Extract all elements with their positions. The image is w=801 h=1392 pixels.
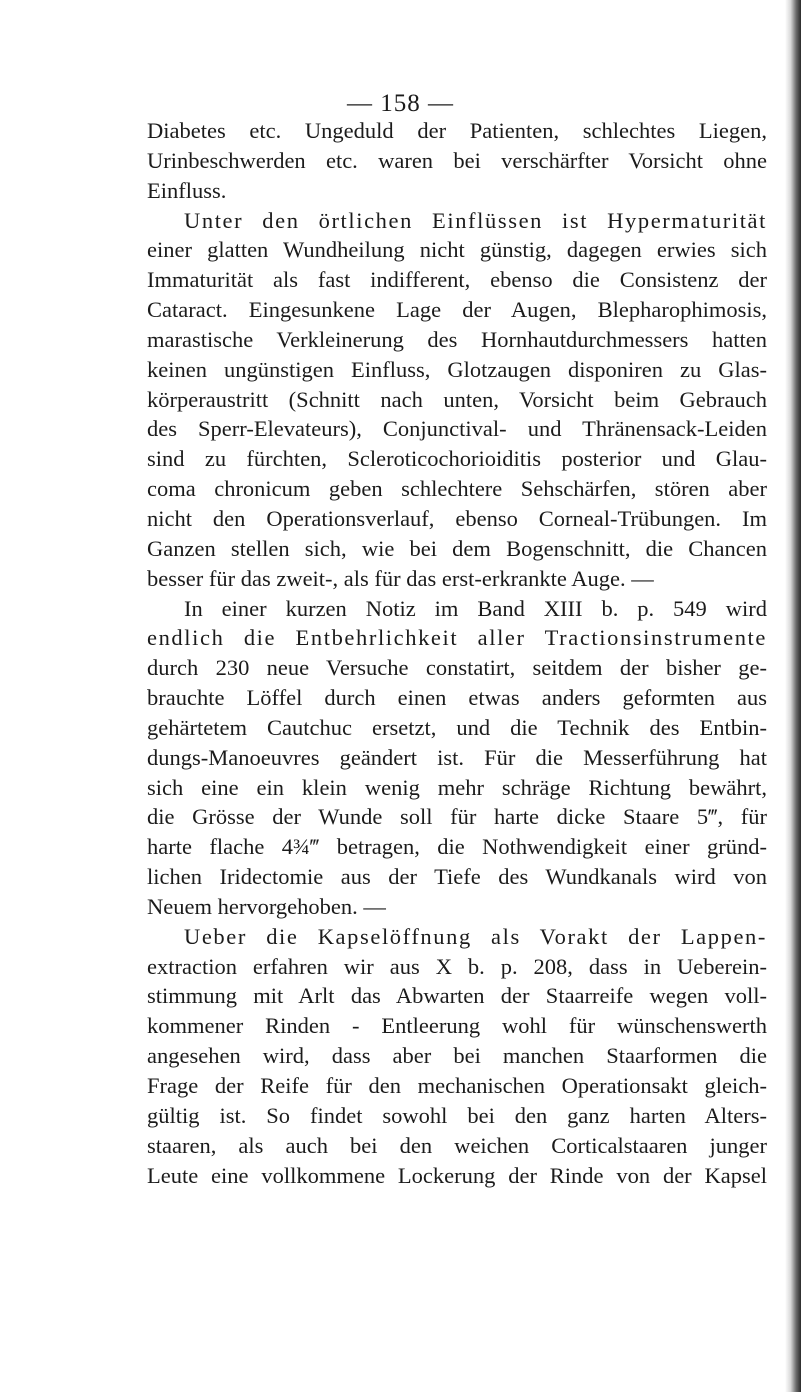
text-line: Leute eine vollkommene Lockerung der Rinde von der Kapsel <box>147 1162 767 1188</box>
text-line: extraction erfahren wir aus X b. p. 208, dass in Ueberein- <box>147 953 767 979</box>
text-line: des Sperr-Elevateurs), Conjunctival- und Thränensack-Leiden <box>147 416 767 442</box>
text-line: brauchte Löffel durch einen etwas anders geformten aus <box>147 685 767 711</box>
text-line: angesehen wird, dass aber bei manchen Staarformen die <box>147 1043 767 1069</box>
text-line: körperaustritt (Schnitt nach unten, Vorsicht beim Gebrauch <box>147 386 767 412</box>
text-line: gehärtetem Cautchuc ersetzt, und die Technik des Entbin- <box>147 714 767 740</box>
text-line: coma chronicum geben schlechtere Sehschärfen, stören aber <box>147 476 767 502</box>
text-line: In einer kurzen Notiz im Band XIII b. p. 549 wird <box>184 595 767 621</box>
text-line: Einfluss. <box>147 177 227 203</box>
text-line: Frage der Reife für den mechanischen Operationsakt gleich- <box>147 1073 767 1098</box>
text-line: gültig ist. So findet sowohl bei den ganz harten Alters- <box>147 1102 767 1128</box>
text-line: Neuem hervorgehoben. — <box>147 893 386 919</box>
text-line: Immaturität als fast indifferent, ebenso die Consistenz der <box>147 267 767 293</box>
text-line: kommener Rinden - Entleerung wohl für wünschenswerth <box>147 1013 767 1039</box>
text-line: endlich die Entbehrlichkeit aller Tractionsinstrumente <box>147 625 767 651</box>
text-line: Urinbeschwerden etc. waren bei verschärfter Vorsicht ohne <box>147 147 767 173</box>
text-line: Cataract. Eingesunkene Lage der Augen, Blepharophimosis, <box>147 297 767 323</box>
text-line: Unter den örtlichen Einflüssen ist Hypermaturität <box>184 207 767 233</box>
text-line: staaren, als auch bei den weichen Corticalstaaren junger <box>147 1132 767 1158</box>
text-line: durch 230 neue Versuche constatirt, seitdem der bisher ge- <box>147 655 767 681</box>
page-number: — 158 — <box>347 90 454 117</box>
text-line: dungs-Manoeuvres geändert ist. Für die Messerführung hat <box>147 744 767 770</box>
text-line: lichen Iridectomie aus der Tiefe des Wundkanals wird von <box>147 864 767 890</box>
text-line: sind zu fürchten, Scleroticochorioiditis posterior und Glau- <box>147 446 767 472</box>
text-line: einer glatten Wundheilung nicht günstig, dagegen erwies sich <box>147 237 767 263</box>
body-text <box>147 116 767 1190</box>
text-line: nicht den Operationsverlauf, ebenso Corneal-Trübungen. Im <box>147 505 767 531</box>
text-line: Ueber die Kapselöffnung als Vorakt der Lappen- <box>184 923 767 949</box>
text-line: sich eine ein klein wenig mehr schräge Richtung bewährt, <box>147 774 767 800</box>
text-line: stimmung mit Arlt das Abwarten der Staarreife wegen voll- <box>147 983 767 1009</box>
page-edge-shadow <box>785 0 801 1392</box>
text-line: harte flache 4¾‴ betragen, die Nothwendigkeit einer gründ- <box>147 834 767 860</box>
text-line: die Grösse der Wunde soll für harte dicke Staare 5‴, für <box>147 804 767 830</box>
text-line: Diabetes etc. Ungeduld der Patienten, schlechtes Liegen, <box>147 118 767 143</box>
text-line: keinen ungünstigen Einfluss, Glotzaugen disponiren zu Glas- <box>147 356 767 382</box>
text-line: besser für das zweit-, als für das erst-erkrankte Auge. — <box>147 565 654 591</box>
text-line: Ganzen stellen sich, wie bei dem Bogenschnitt, die Chancen <box>147 535 767 561</box>
text-line: marastische Verkleinerung des Hornhautdurchmessers hatten <box>147 326 767 352</box>
